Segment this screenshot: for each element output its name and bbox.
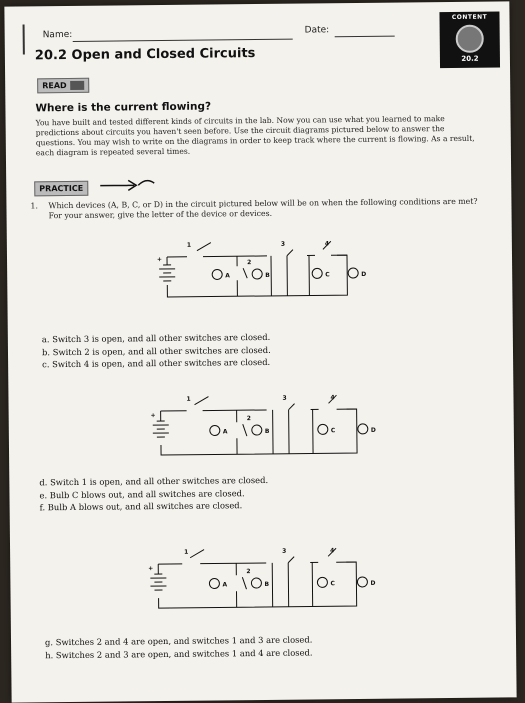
switch-label-1: 1 [186,241,192,249]
device-label-c: C [330,580,335,588]
practice-badge: PRACTICE [34,181,88,197]
arrow-icon [98,177,158,192]
device-label-c: C [325,271,330,279]
question-1 [30,197,490,222]
device-label-c: C [330,427,336,435]
switch-label-2: 2 [247,259,252,267]
circuit-diagram-2 [142,385,403,472]
question-number: 1. [30,201,38,211]
switch-label-2: 2 [246,415,251,423]
item-b: b. Switch 2 is open, and all other switches are closed. [41,344,271,357]
item-a: a. Switch 3 is open, and all other switches are closed. [41,331,271,345]
device-label-d: D [370,579,376,587]
switch-label-3: 3 [280,240,286,248]
switch-label-4: 4 [330,394,335,402]
page-title: 20.2 Open and Closed Circuits [34,46,256,64]
section-heading: Where is the current flowing? [35,100,212,115]
worksheet-page [4,1,516,702]
device-label-d: D [361,270,367,278]
name-label: Name: [42,29,73,41]
question-items-group-2 [39,474,268,514]
switch-label-4: 4 [330,547,335,555]
device-label-a: A [225,272,230,280]
section-number: 20.2 [461,54,479,63]
device-label-a: A [222,581,228,589]
switch-label-1: 1 [186,395,191,403]
item-g: g. Switches 2 and 4 are open, and switches 1 and 3 are closed. [44,634,313,648]
content-tag: CONTENT [451,13,488,21]
battery-plus: + [148,565,154,573]
switch-label-3: 3 [282,547,287,555]
device-label-d: D [370,426,376,434]
battery-plus: + [150,412,156,420]
margin-line [23,24,25,54]
item-e: e. Bulb C blows out, and all switches are closed. [39,487,245,500]
item-c: c. Switch 4 is open, and all other switches are closed. [42,356,271,370]
read-badge [37,78,90,94]
device-label-b: B [264,427,270,435]
name-blank [73,39,293,42]
question-items-group-1 [42,331,271,371]
galaxy-icon [456,25,484,53]
date-label: Date: [304,25,330,36]
question-items-group-3 [45,633,313,661]
switch-label-2: 2 [246,568,251,576]
switch-label-3: 3 [282,394,287,402]
question-text: Which devices (A, B, C, or D) in the circuit pictured below will be on when the following conditions are met? For your answer, give the letter of the device or devices. [48,196,478,221]
intro-paragraph: You have built and tested different kinds of circuits in the lab. Now you can use what you learned to make predictions about circuits you haven't seen before. Use the circuit diagrams pictured below to answer the questions. You may wish to write on the diagrams in order to keep track where the current is flowing. As a result, each diagram is repeated several times. [35,114,475,158]
book-icon [71,81,85,90]
circuit-diagram-1 [147,231,388,314]
item-f: f. Bulb A blows out, and all switches are closed. [39,500,243,513]
device-label-b: B [264,580,270,588]
circuit-diagram-3 [142,538,405,625]
item-h: h. Switches 2 and 3 are open, and switches 1 and 4 are closed. [45,646,313,660]
device-label-a: A [222,428,228,436]
switch-label-4: 4 [324,240,330,248]
battery-plus: + [156,256,163,264]
switch-label-1: 1 [184,548,189,556]
read-label: READ [42,81,67,91]
item-d: d. Switch 1 is open, and all other switches are closed. [39,474,269,488]
device-label-b: B [265,271,270,279]
date-blank [335,36,395,38]
content-badge [439,11,500,68]
